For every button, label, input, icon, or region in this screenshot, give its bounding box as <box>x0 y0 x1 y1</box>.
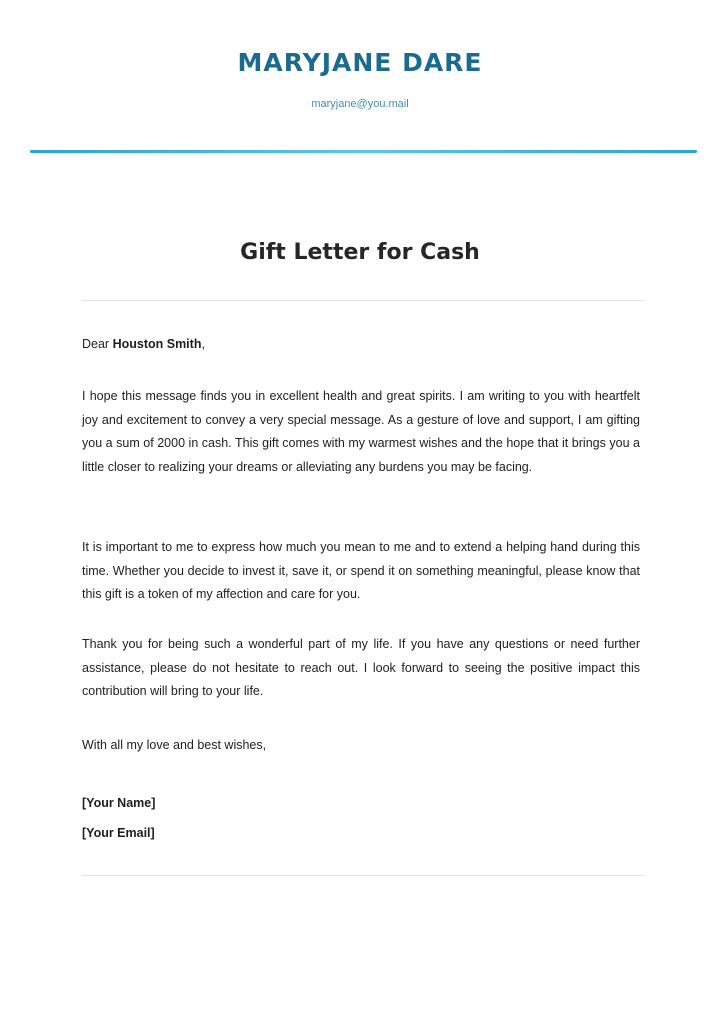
salutation-suffix: , <box>201 337 205 351</box>
body-paragraph-3: Thank you for being such a wonderful part of my life. If you have any questions or need further assistance, please do not hesitate to reach out. I look forward to seeing the positive impact this contribution will bring to your life. <box>82 637 640 698</box>
signature-name: [Your Name] <box>82 796 156 810</box>
body-paragraph-2: It is important to me to express how much you mean to me and to extend a helping hand during this time. Whether you decide to invest it, save it, or spend it on something meaningful, please know that this gift is a token of my affection and care for you. <box>82 540 640 601</box>
salutation <box>82 337 205 351</box>
signature-email: [Your Email] <box>82 826 155 840</box>
body-paragraph-1: I hope this message finds you in excellent health and great spirits. I am writing to you with heartfelt joy and excitement to convey a very special message. As a gesture of love and support, I am gifting you a sum of 2000 in cash. This gift comes with my warmest wishes and the hope that it brings you a little closer to realizing your dreams or alleviating any burdens you may be facing. <box>82 389 640 474</box>
header-divider <box>30 150 697 153</box>
sender-email: maryjane@you.mail <box>311 98 409 110</box>
closing-line: With all my love and best wishes, <box>82 738 267 752</box>
recipient-name: Houston Smith <box>112 337 202 351</box>
salutation-prefix: Dear <box>82 337 113 351</box>
title-divider <box>82 300 644 301</box>
sender-name: MARYJANE DARE <box>237 48 483 77</box>
document-title: Gift Letter for Cash <box>240 240 480 265</box>
footer-divider <box>82 875 644 876</box>
